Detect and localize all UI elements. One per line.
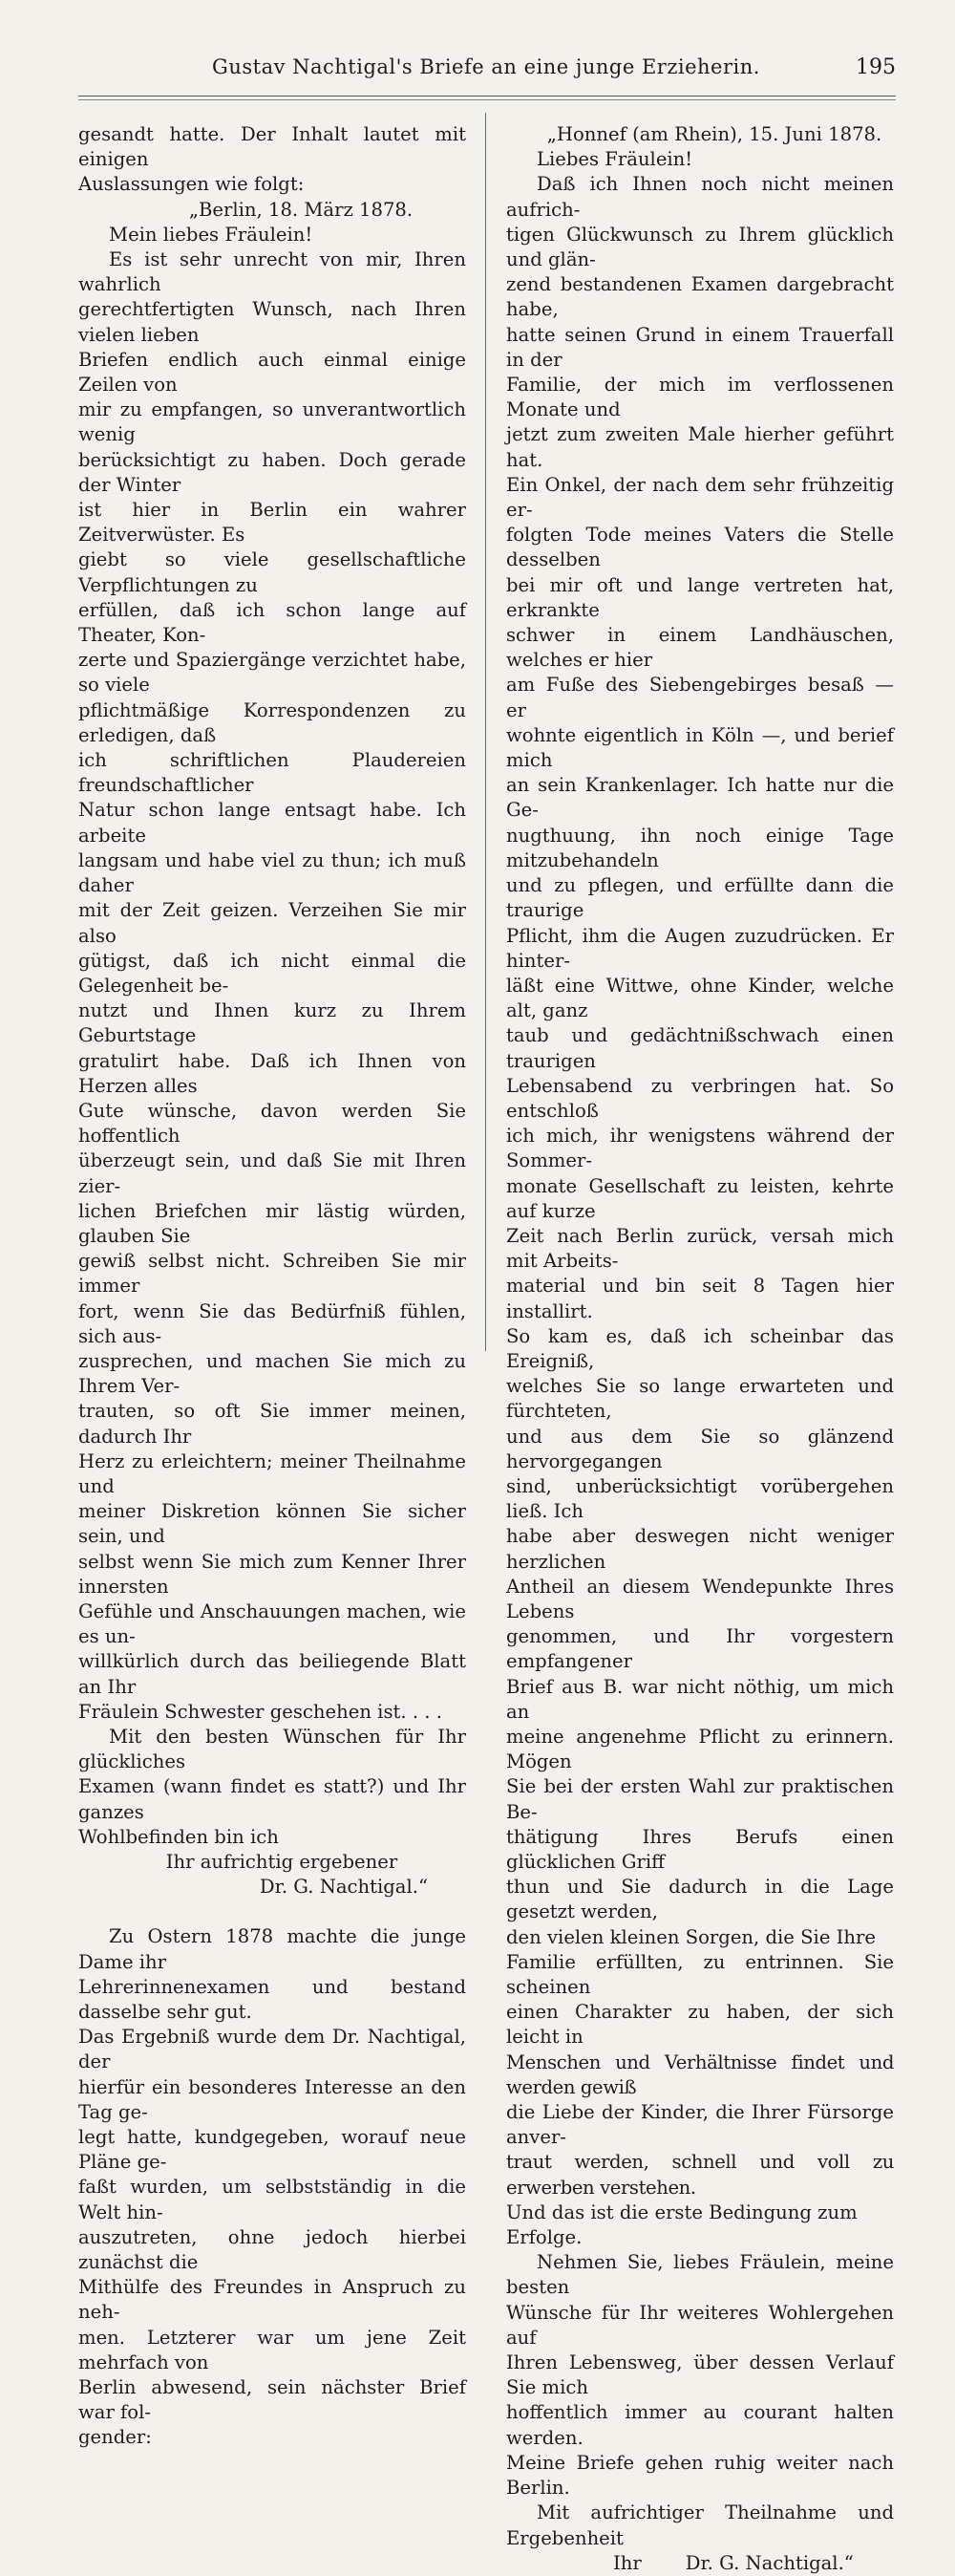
text-line: monate Gesellschaft zu leisten, kehrte auf kurze <box>506 1174 894 1222</box>
text-line: erfüllen, daß ich schon lange auf Theater, Kon- <box>78 598 466 647</box>
text-line: Zu Ostern 1878 machte die junge Dame ihr <box>78 1925 466 1973</box>
text-line: traut werden, schnell und voll zu erwerben verstehen. <box>506 2151 894 2199</box>
text-line: Auslassungen wie folgt: <box>78 173 305 196</box>
text-line: mir zu empfangen, so unverantwortlich wenig <box>78 398 466 446</box>
left-column <box>78 122 466 2451</box>
text-line: genommen, und Ihr vorgestern empfangener <box>506 1625 894 1673</box>
text-line: bei mir oft und lange vertreten hat, erkrankte <box>506 573 894 621</box>
text-line: wohnte eigentlich in Köln —, und berief mich <box>506 723 894 772</box>
text-line: und zu pflegen, und erfüllte dann die traurige <box>506 874 894 922</box>
text-line: Lehrerinnenexamen und bestand dasselbe sehr gut. <box>78 1975 466 2024</box>
text-line: zend bestandenen Examen dargebracht habe, <box>506 273 894 321</box>
text-line: nutzt und Ihnen kurz zu Ihrem Geburtstage <box>78 999 466 1047</box>
text-line: gewiß selbst nicht. Schreiben Sie mir immer <box>78 1250 466 1298</box>
text-line: ist hier in Berlin ein wahrer Zeitverwüster. Es <box>78 499 466 547</box>
text-line: Examen (wann findet es statt?) und Ihr ganzes <box>78 1775 466 1823</box>
text-line: Lebensabend zu verbringen hat. So entschloß <box>506 1074 894 1122</box>
text-line: meine angenehme Pflicht zu erinnern. Mögen <box>506 1726 894 1773</box>
column-divider <box>485 113 486 1351</box>
text-line: gesandt hatte. Der Inhalt lautet mit einigen <box>78 123 466 171</box>
text-line: Das Ergebniß wurde dem Dr. Nachtigal, der <box>78 2026 466 2073</box>
text-line: berücksichtigt zu haben. Doch gerade der Winter <box>78 448 466 496</box>
text-line: material und bin seit 8 Tagen hier installirt. <box>506 1275 894 1322</box>
text-line: auszutreten, ohne jedoch hierbei zunächst die <box>78 2225 466 2274</box>
text-line: Antheil an diesem Wendepunkte Ihres Lebens <box>506 1575 894 1622</box>
letter-dateline: „Berlin, 18. März 1878. <box>188 198 414 221</box>
text-line: Meine Briefe gehen ruhig weiter nach Berlin. <box>506 2451 894 2500</box>
letter-closing: Mit aufrichtiger Theilnahme und Ergebenheit <box>506 2501 894 2549</box>
text-line: trauten, so oft Sie immer meinen, dadurch Ihr <box>78 1400 466 1448</box>
text-line: Fräulein Schwester geschehen ist. . . . <box>78 1700 442 1723</box>
text-line: Familie erfüllten, zu entrinnen. Sie scheinen <box>506 1950 894 1999</box>
letter-dateline: „Honnef (am Rhein), 15. Juni 1878. <box>546 123 882 145</box>
text-line: am Fuße des Siebengebirges besaß — er <box>506 674 894 721</box>
text-line: hoffentlich immer au courant halten werden. <box>506 2401 894 2449</box>
text-line: thun und Sie dadurch in die Lage gesetzt werden, <box>506 1876 894 1923</box>
text-line: So kam es, daß ich scheinbar das Ereigniß, <box>506 1324 894 1372</box>
text-line: die Liebe der Kinder, die Ihrer Fürsorge anver- <box>506 2101 894 2149</box>
letter-signature <box>506 2551 894 2576</box>
text-line: lichen Briefchen mir lästig würden, glauben Sie <box>78 1199 466 1247</box>
text-line: Daß ich Ihnen noch nicht meinen aufrich- <box>506 173 894 221</box>
text-line: zerte und Spaziergänge verzichtet habe, so viele <box>78 649 466 697</box>
text-line: folgten Tode meines Vaters die Stelle desselben <box>506 524 894 571</box>
text-line: Wohlbefinden bin ich <box>78 1825 279 1848</box>
text-line: an sein Krankenlager. Ich hatte nur die Ge- <box>506 774 894 822</box>
text-line: Sie bei der ersten Wahl zur praktischen Be- <box>506 1775 894 1823</box>
text-line: Briefen endlich auch einmal einige Zeilen von <box>78 348 466 397</box>
text-line: hierfür ein besonderes Interesse an den Tag ge- <box>78 2075 466 2123</box>
page-number: 195 <box>856 55 896 79</box>
text-line: Familie, der mich im verflossenen Monate und <box>506 374 894 421</box>
text-line: thätigung Ihres Berufs einen glücklichen Griff <box>506 1825 894 1874</box>
letter-signature: Dr. G. Nachtigal.“ <box>259 1876 428 1899</box>
right-column <box>506 122 894 2576</box>
text-line: gender: <box>78 2426 152 2449</box>
text-line: men. Letzterer war um jene Zeit mehrfach von <box>78 2326 466 2373</box>
text-line: Berlin abwesend, sein nächster Brief war fol- <box>78 2376 466 2424</box>
text-line: nugthuung, ihn noch einige Tage mitzubehandeln <box>506 824 894 871</box>
header-rule <box>78 96 896 97</box>
text-line: selbst wenn Sie mich zum Kenner Ihrer innersten <box>78 1550 466 1598</box>
text-line: ich schriftlichen Plaudereien freundschaftlicher <box>78 749 466 797</box>
text-line: giebt so viele gesellschaftliche Verpflichtungen zu <box>78 548 466 596</box>
text-line: langsam und habe viel zu thun; ich muß daher <box>78 848 466 897</box>
text-line: Ein Onkel, der nach dem sehr frühzeitig er- <box>506 473 894 522</box>
text-line: Gute wünsche, davon werden Sie hoffentlich <box>78 1099 466 1148</box>
text-line: Nehmen Sie, liebes Fräulein, meine besten <box>506 2251 894 2299</box>
letter-salutation: Liebes Fräulein! <box>537 148 693 171</box>
text-line: zusprechen, und machen Sie mich zu Ihrem Ver- <box>78 1349 466 1398</box>
text-line: Es ist sehr unrecht von mir, Ihren wahrlich <box>78 248 466 296</box>
text-line: hatte seinen Grund in einem Trauerfall in der <box>506 323 894 371</box>
signature-prefix: Ihr <box>613 2551 642 2574</box>
text-line: taub und gedächtnißschwach einen traurigen <box>506 1024 894 1072</box>
text-line: sind, unberücksichtigt vorübergehen ließ. Ich <box>506 1474 894 1523</box>
text-line: Mithülfe des Freundes in Anspruch zu neh- <box>78 2276 466 2324</box>
running-header <box>76 55 896 86</box>
text-line: Herz zu erleichtern; meiner Theilnahme und <box>78 1449 466 1497</box>
text-line: Wünsche für Ihr weiteres Wohlergehen auf <box>506 2301 894 2349</box>
text-line: fort, wenn Sie das Bedürfniß fühlen, sich aus- <box>78 1299 466 1347</box>
header-rule-thin <box>78 99 896 100</box>
text-line: gratulirt habe. Daß ich Ihnen von Herzen alles <box>78 1049 466 1097</box>
letter-salutation: Mein liebes Fräulein! <box>109 223 313 246</box>
text-line: Brief aus B. war nicht nöthig, um mich an <box>506 1675 894 1723</box>
letter-closing: Ihr aufrichtig ergebener <box>165 1851 398 1874</box>
text-line: mit der Zeit geizen. Verzeihen Sie mir also <box>78 899 466 947</box>
text-line: gütigst, daß ich nicht einmal die Gelegenheit be- <box>78 949 466 997</box>
text-line: pflichtmäßige Korrespondenzen zu erledigen, daß <box>78 698 466 746</box>
text-line: den vielen kleinen Sorgen, die Sie Ihre <box>506 1925 876 1948</box>
text-line: Zeit nach Berlin zurück, versah mich mit Arbeits- <box>506 1224 894 1273</box>
text-line: schwer in einem Landhäuschen, welches er hier <box>506 624 894 672</box>
header-title: Gustav Nachtigal's Briefe an eine junge Erzieherin. <box>212 55 760 78</box>
text-line: und aus dem Sie so glänzend hervorgegangen <box>506 1425 894 1472</box>
text-line: willkürlich durch das beiliegende Blatt an Ihr <box>78 1650 466 1698</box>
text-line: Gefühle und Anschauungen machen, wie es un- <box>78 1599 466 1648</box>
text-line: Ihren Lebensweg, über dessen Verlauf Sie mich <box>506 2351 894 2399</box>
text-line: meiner Diskretion können Sie sicher sein, und <box>78 1500 466 1548</box>
signature-name: Dr. G. Nachtigal.“ <box>685 2551 854 2574</box>
text-line: Mit den besten Wünschen für Ihr glückliches <box>78 1726 466 1773</box>
text-line: tigen Glückwunsch zu Ihrem glücklich und glän- <box>506 223 894 271</box>
text-line: welches Sie so lange erwarteten und fürchteten, <box>506 1375 894 1423</box>
text-line: läßt eine Wittwe, ohne Kinder, welche alt, ganz <box>506 974 894 1022</box>
text-line: Und das ist die erste Bedingung zum Erfolge. <box>506 2200 858 2249</box>
text-line: jetzt zum zweiten Male hierher geführt hat. <box>506 423 894 471</box>
text-line: Pflicht, ihm die Augen zuzudrücken. Er hinter- <box>506 924 894 972</box>
text-line: habe aber deswegen nicht weniger herzlichen <box>506 1525 894 1573</box>
text-line: faßt wurden, um selbstständig in die Welt hin- <box>78 2176 466 2223</box>
text-line: einen Charakter zu haben, der sich leicht in <box>506 2001 894 2049</box>
text-line: gerechtfertigten Wunsch, nach Ihren vielen lieben <box>78 298 466 346</box>
text-line: legt hatte, kundgegeben, worauf neue Pläne ge- <box>78 2126 466 2174</box>
text-line: ich mich, ihr wenigstens während der Sommer- <box>506 1125 894 1172</box>
text-line: Menschen und Verhältnisse findet und werden gewiß <box>506 2050 894 2098</box>
text-line: überzeugt sein, und daß Sie mit Ihren zier- <box>78 1149 466 1197</box>
text-line: Natur schon lange entsagt habe. Ich arbeite <box>78 799 466 847</box>
